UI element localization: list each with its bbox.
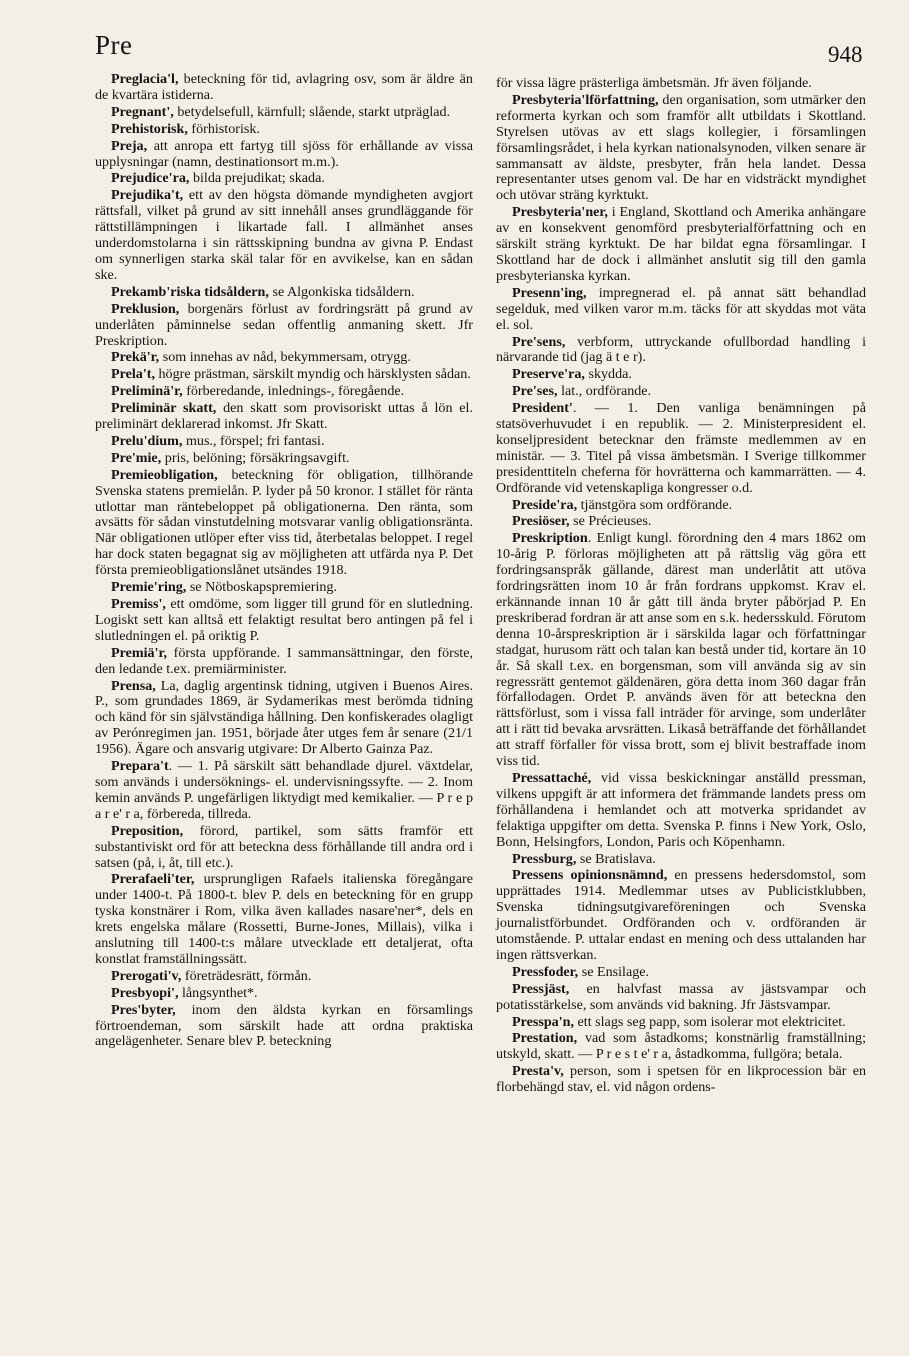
- entry-headword: Prestation ,: [512, 1030, 577, 1046]
- entry-definition: beteckning för obligation, tillhörande Svenska statens premielån. P. lyder på 50 kronor. I stället för ränta utlottar man räntebeloppet på obligationerna. Den ränta, som avsätts för sådan vinstutdelning motsvarar vanlig obligationsränta. När obligationen utlöper efter viss tid, återbetalas beloppet. I regel har dock staten begagnat sig av möjligheten att utfärda nya P. Det första premieobligationslånet utsändes 1918.: [95, 466, 473, 579]
- dictionary-entry: [496, 286, 866, 334]
- entry-definition: se Ensilage.: [581, 963, 650, 980]
- entry-definition: skydda.: [588, 366, 632, 383]
- entry-definition: . Enligt kungl. förordning den 4 mars 1862 om 10-årig P. förloras möjligheten att på rättslig väg göra ett fordringsanspråk gällande, därest man underlåtit att utöva fordringsrätten inom 10 år från fordrans uppkomst. Krav el. erkännande innan 10 år gått till ända bryter påbörjad P. En preskriberad fordran är att anse som en s.k. hedersskuld. Förutom denna 10-årspreskription är i särskilda lagar och författningar stadgat, hurusom rätt och talan kan bestå under tid, kortare än 10 år. Så skall t.ex. en borgensman, som vill använda sig av sin regressrätt gentemot gäldenären, göra detta inom 360 dagar från förfallodagen. Ordet P. används även för att beteckna den rättsförlust, som i vissa fall inträder för arvinge, som underlåter att i rätt tid bevaka arvsrätten. Likaså beträffande det förhållandet att straff förfaller för vissa brott, som ej blivit bestraffade inom viss tid.: [496, 530, 866, 770]
- dictionary-entry: [95, 122, 473, 138]
- entry-definition: vid vissa beskickningar anställd pressman, vilkens uppgift är att informera det främmande landets press om förhållandena i hemlandet och att motverka spridandet av felaktiga uppgifter om detta. Svenska P. finns i New York, Oslo, Bonn, Helsingfors, London, Paris och Köpenhamn.: [496, 769, 866, 850]
- entry-definition: ursprungligen Rafaels italienska föregångare under 1400-t. På 1800-t. blev P. dels en beteckning för en grupp tyska konstnärer i Rom, vilka även kallades nasare'ner*, dels en krets engelska målare (Rossetti, Burne-Jones, Millais), vilka i anslutning till 1400-t:s målare utvecklade ett detaljerat, ofta konstlat framställningssätt.: [95, 871, 473, 967]
- entry-definition: se Bratislava.: [579, 850, 656, 867]
- right-column: [496, 76, 866, 1097]
- dictionary-entry: [95, 72, 473, 104]
- entry-headword: Presspa'n ,: [512, 1014, 574, 1030]
- entry-headword: Preja ,: [111, 138, 147, 154]
- entry-headword: Prejudice'ra ,: [111, 170, 189, 186]
- dictionary-entry: [95, 824, 473, 872]
- entry-definition: La, daglig argentinsk tidning, utgiven i Buenos Aires. P., som grundades 1869, är Sydamerikas mest berömda tidning och känd för sin självständiga hållning. Den konfiskerades olagligt av Perónregimen jan. 1951, började åter utges fem år senare (21/1 1956). Ägare och ansvarig utgivare: Dr Alberto Gainza Paz.: [95, 677, 473, 758]
- entry-definition: en pressens hedersdomstol, som upprättades 1914. Medlemmar utses av Publicistklubben, Svenska tidningsutgivareföreningen och Svenska journalistförbundet. Ordföranden och v. ordföranden är utomstående. P. uttalar endast en mening och dess uttalanden har ingen rättsverkan.: [496, 867, 866, 963]
- entry-definition: högre prästman, särskilt myndig och härsklysten sådan.: [158, 366, 471, 383]
- dictionary-entry: [95, 597, 473, 645]
- entry-definition: den skatt som provisoriskt uttas å lön el. preliminärt deklarerad inkomst. Jfr Skatt.: [95, 400, 473, 433]
- entry-headword: Pressjäst ,: [512, 981, 569, 997]
- dictionary-entry: [496, 1064, 866, 1096]
- entry-headword: Pregnant' ,: [111, 104, 174, 120]
- dictionary-entry: [95, 451, 473, 467]
- dictionary-entry: [496, 868, 866, 963]
- entry-definition: . — 1. På särskilt sätt behandlade djurel. växtdelar, som används i undersöknings- el. undervisningssyfte. — 2. Inom kemin används P. ungefärligen liktydigt med kemikalier. — P r e p a r e' r a, förbereda, tillreda.: [95, 758, 473, 822]
- entry-definition: pris, belöning; försäkringsavgift.: [164, 449, 350, 466]
- entry-definition: betydelsefull, kärnfull; slående, starkt utpräglad.: [177, 103, 451, 120]
- dictionary-entry: [95, 468, 473, 579]
- entry-definition: långsynthet*.: [182, 984, 258, 1001]
- dictionary-entry: [95, 986, 473, 1002]
- entry-headword: Prepara't: [111, 758, 169, 775]
- entry-definition: ett av den högsta dömande myndigheten avgjort rättsfall, vilket på grund av sitt innehåll anses grundläggande för rättstillämpningen i likartade fall. I allmänhet anses underdomstolarna i sin rättsskipning bundna av givna P. Endast om synnerligen starka skäl talar för en avvikelse, kan en sådan ske.: [95, 187, 473, 283]
- entry-definition: förord, partikel, som sätts framför ett substantiviskt ord för att beteckna dess förhållande till andra ord i satsen (på, i, åt, till etc.).: [95, 822, 473, 871]
- entry-headword: Pre'mie ,: [111, 450, 161, 466]
- dictionary-entry: [496, 1031, 866, 1063]
- dictionary-entry: [95, 646, 473, 678]
- entry-headword: Preskription: [512, 530, 588, 547]
- entry-definition: person, som i spetsen för en likprocession bär en florbehängd stav, el. vid någon ordens-: [496, 1063, 867, 1096]
- dictionary-entry: [95, 679, 473, 759]
- entry-definition: förberedande, inlednings-, föregående.: [186, 383, 405, 400]
- entry-definition: lat., ordförande.: [561, 383, 652, 400]
- left-column: [95, 72, 473, 1051]
- entry-definition: se Précieuses.: [573, 513, 652, 530]
- entry-definition: mus., förspel; fri fantasi.: [185, 432, 325, 449]
- entry-definition: att anropa ett fartyg till sjöss för erhållande av vissa upplysningar (namn, destinationsort m.m.).: [95, 137, 473, 170]
- entry-headword: Prela't ,: [111, 366, 155, 382]
- dictionary-entry: [95, 367, 473, 383]
- entry-headword: Prekamb'riska tidsåldern ,: [111, 284, 269, 300]
- entry-headword: Presta'v ,: [512, 1063, 564, 1079]
- dictionary-entry: [95, 434, 473, 450]
- dictionary-entry: [95, 285, 473, 301]
- entry-definition: den organisation, som utmärker den reformerta kyrkan och som framför allt utbildats i Skottland. Styrelsen utövas av ett slags kollegier, i församlingen församlingsrådet, i hela kyrkan nationalsynoden, vilken senare är sammansatt av äldste, presbyter, från hela landet. Dessa representanter utses genom val. De har en vidsträckt myndighet och utövar sträng kyrktukt.: [496, 91, 866, 204]
- entry-headword: Premieobligation ,: [111, 467, 218, 483]
- entry-headword: Prerogati'v ,: [111, 968, 181, 984]
- entry-definition: inom den äldsta kyrkan en församlings förtroendeman, som särskilt hade att ordna praktiska angelägenheter. Senare blev P. beteckning: [95, 1001, 473, 1050]
- entry-definition: ett slags seg papp, som isolerar mot elektricitet.: [577, 1013, 846, 1030]
- entry-headword: Preposition ,: [111, 823, 183, 839]
- dictionary-entry: [95, 105, 473, 121]
- dictionary-entry: [496, 514, 866, 530]
- entry-headword: Pressburg ,: [512, 851, 576, 867]
- dictionary-entry: [496, 367, 866, 383]
- entry-headword: Presenn'ing ,: [512, 285, 587, 301]
- dictionary-entry: [95, 302, 473, 350]
- entry-definition: beteckning för tid, avlagring osv, som är äldre än de kvartära istiderna.: [95, 71, 473, 103]
- dictionary-entry: [95, 401, 473, 433]
- entry-headword: Pre'ses ,: [512, 383, 558, 399]
- entry-headword: Presbyteria'lförfattning ,: [512, 92, 659, 108]
- entry-definition: första uppförande. I sammansättningar, den förste, den ledande t.ex. premiärminister.: [95, 644, 473, 677]
- entry-headword: Presbyteria'ner ,: [512, 204, 608, 220]
- entry-headword: Pressattaché ,: [512, 770, 591, 786]
- entry-headword: Preserve'ra ,: [512, 366, 585, 382]
- entry-headword: Premie'ring ,: [111, 579, 186, 595]
- entry-definition: en halvfast massa av jästsvampar och potatisstärkelse, som används vid bakning. Jfr Jästsvampar.: [496, 980, 866, 1013]
- entry-definition: vad som åstadkoms; konstnärlig framställning; utskyld, skatt. — P r e s t e' r a, åstadkomma, fullgöra; betala.: [496, 1030, 866, 1063]
- entry-headword: Pres'byter ,: [111, 1002, 176, 1018]
- dictionary-entry: [95, 188, 473, 283]
- dictionary-entry: [95, 969, 473, 985]
- entry-headword: Prelu'dium ,: [111, 433, 182, 449]
- dictionary-entry: [496, 771, 866, 851]
- dictionary-entry: [95, 350, 473, 366]
- dictionary-entry: [496, 965, 866, 981]
- dictionary-entry: [496, 335, 866, 367]
- entry-headword: Presbyopi' ,: [111, 985, 178, 1001]
- entry-headword: Premiä'r ,: [111, 645, 167, 661]
- entry-headword: Prekä'r ,: [111, 349, 159, 365]
- dictionary-entry: [496, 384, 866, 400]
- dictionary-entry: [496, 498, 866, 514]
- entry-headword: Pressens opinionsnämnd ,: [512, 867, 667, 883]
- entry-definition: förhistorisk.: [191, 120, 260, 137]
- entry-definition: se Nötboskapspremiering.: [189, 579, 337, 596]
- entry-headword: Preklusion ,: [111, 301, 179, 317]
- entry-definition: som innehas av nåd, bekymmersam, otrygg.: [162, 349, 411, 366]
- dictionary-entry: [496, 401, 866, 496]
- dictionary-entry: [496, 1015, 866, 1031]
- dictionary-entry: [95, 759, 473, 823]
- entry-headword: Pre'sens ,: [512, 334, 565, 350]
- dictionary-entry: [95, 139, 473, 171]
- page-number: 948: [828, 42, 863, 67]
- entry-headword: Prensa ,: [111, 678, 156, 694]
- dictionary-entry: [95, 171, 473, 187]
- dictionary-entry: [496, 531, 866, 770]
- dictionary-entry: [95, 384, 473, 400]
- dictionary-entry-continuation: [496, 76, 866, 92]
- entry-headword: Pressfoder ,: [512, 964, 578, 980]
- entry-headword: Premiss' ,: [111, 596, 166, 612]
- entry-definition: se Algonkiska tidsåldern.: [272, 283, 415, 300]
- entry-definition: tjänstgöra som ordförande.: [580, 496, 733, 513]
- entry-definition: borgenärs förlust av fordringsrätt på grund av underlåten påminnelse sedan offentlig anmaning skett. Jfr Preskription.: [95, 300, 473, 349]
- entry-headword: Prehistorisk ,: [111, 121, 188, 137]
- dictionary-entry: [496, 205, 866, 285]
- dictionary-entry: [496, 982, 866, 1014]
- entry-definition: för vissa lägre prästerliga ämbetsmän. Jfr även följande.: [496, 75, 812, 91]
- dictionary-entry: [95, 872, 473, 967]
- entry-headword: Prejudika't ,: [111, 187, 183, 203]
- entry-definition: . — 1. Den vanliga benämningen på statsöverhuvudet i en republik. — 2. Ministerpresident el. konseljpresident betecknar den främste medlemmen av en ministär. — 3. Titel på vissa ämbetsmän. I Sverige tillkommer presidenttiteln cheferna för hovrätterna och kammarrätten. — 4. Ordförande vid vetenskapliga kongresser o.d.: [496, 400, 866, 496]
- entry-headword: President': [512, 400, 573, 417]
- entry-headword: Prerafaeli'ter ,: [111, 871, 194, 887]
- dictionary-entry: [95, 580, 473, 596]
- entry-headword: Preliminä'r ,: [111, 383, 183, 399]
- entry-definition: företrädesrätt, förmån.: [184, 967, 312, 984]
- entry-headword: Presiöser ,: [512, 513, 570, 529]
- entry-headword: Preglacia'l ,: [111, 71, 178, 87]
- entry-definition: impregnerad el. på annat sätt behandlad segelduk, med vilken varor m.m. täcks för att skyddas mot väta el. sol.: [496, 284, 867, 333]
- entry-definition: i England, Skottland och Amerika anhängare av en konsekvent genomförd presbyterialförfattning och en särskilt sträng kyrktukt. De har bildat egna församlingar. I Skottland har de dock i allmänhet anslutit sig till den gamla presbyterianska kyrkan.: [496, 204, 866, 284]
- dictionary-entry: [496, 852, 866, 868]
- dictionary-entry: [496, 93, 866, 204]
- dictionary-entry: [95, 1003, 473, 1051]
- running-head: Pre: [95, 30, 133, 60]
- entry-definition: verbform, uttryckande ofullbordad handling i närvarande tid (jag ä t e r).: [496, 333, 866, 366]
- entry-headword: Preliminär skatt ,: [111, 400, 216, 416]
- entry-headword: Preside'ra ,: [512, 497, 577, 513]
- entry-definition: bilda prejudikat; skada.: [192, 170, 325, 187]
- entry-definition: ett omdöme, som ligger till grund för en slutledning. Logiskt sett kan alltså ett felaktigt resultat bero antingen på fel i slutledningen el. på oriktig P.: [95, 596, 473, 644]
